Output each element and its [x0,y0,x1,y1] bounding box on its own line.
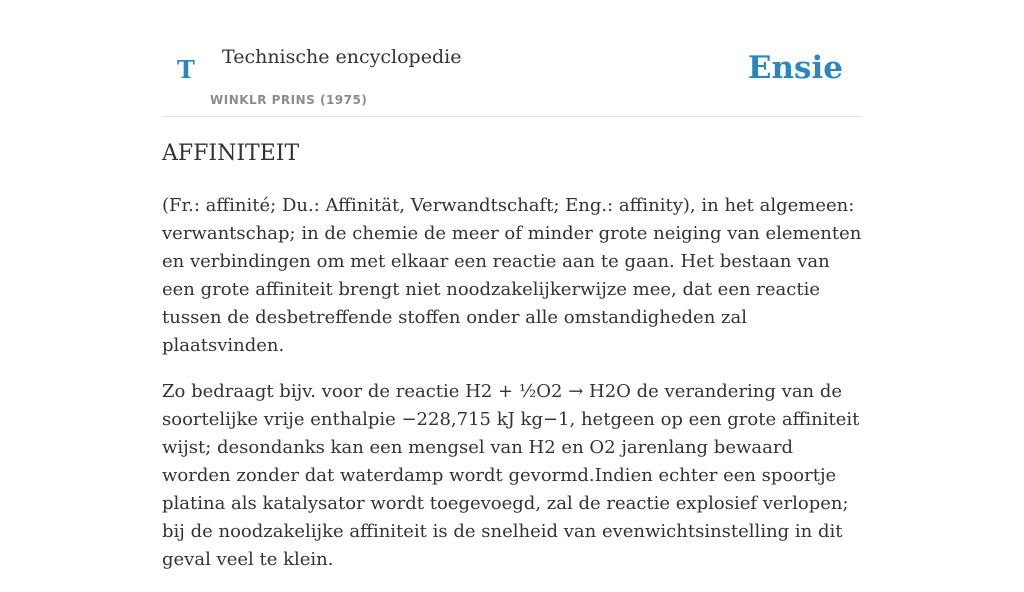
book-edition: WINKLR PRINS (1975) [210,93,368,107]
ensie-logo[interactable]: Ensie [747,50,843,86]
book-title-link[interactable]: Technische encyclopedie [222,46,462,68]
book-logo-icon[interactable]: T [177,55,195,84]
article-body [162,192,867,592]
article-paragraph: (Fr.: affinité; Du.: Affinität, Verwandtschaft; Eng.: affinity), in het algemeen: verwantschap; in de chemie de meer of minder grote neiging van elementen en verbindingen om met elkaar een reactie aan te gaan. Het bestaan van een grote affiniteit brengt niet noodzakelijkerwijze mee, dat een reactie tussen de desbetreffende stoffen onder alle omstandigheden zal plaatsvinden. [162,195,862,356]
site-header [162,0,862,117]
article-title: AFFINITEIT [162,141,300,166]
article-paragraph: Zo bedraagt bijv. voor de reactie H2 + ½O2 → H2O de verandering van de soortelijke vrije enthalpie −228,715 kJ kg−1, hetgeen op een grote affiniteit wijst; desondanks kan een mengsel van H2 en O2 jarenlang bewaard worden zonder dat waterdamp wordt gevormd.Indien echter een spoortje platina als katalysator wordt toegevoegd, zal de reactie explosief verlopen; bij de noodzakelijke affiniteit is de snelheid van evenwichtsinstelling in dit geval veel te klein. [162,381,860,570]
